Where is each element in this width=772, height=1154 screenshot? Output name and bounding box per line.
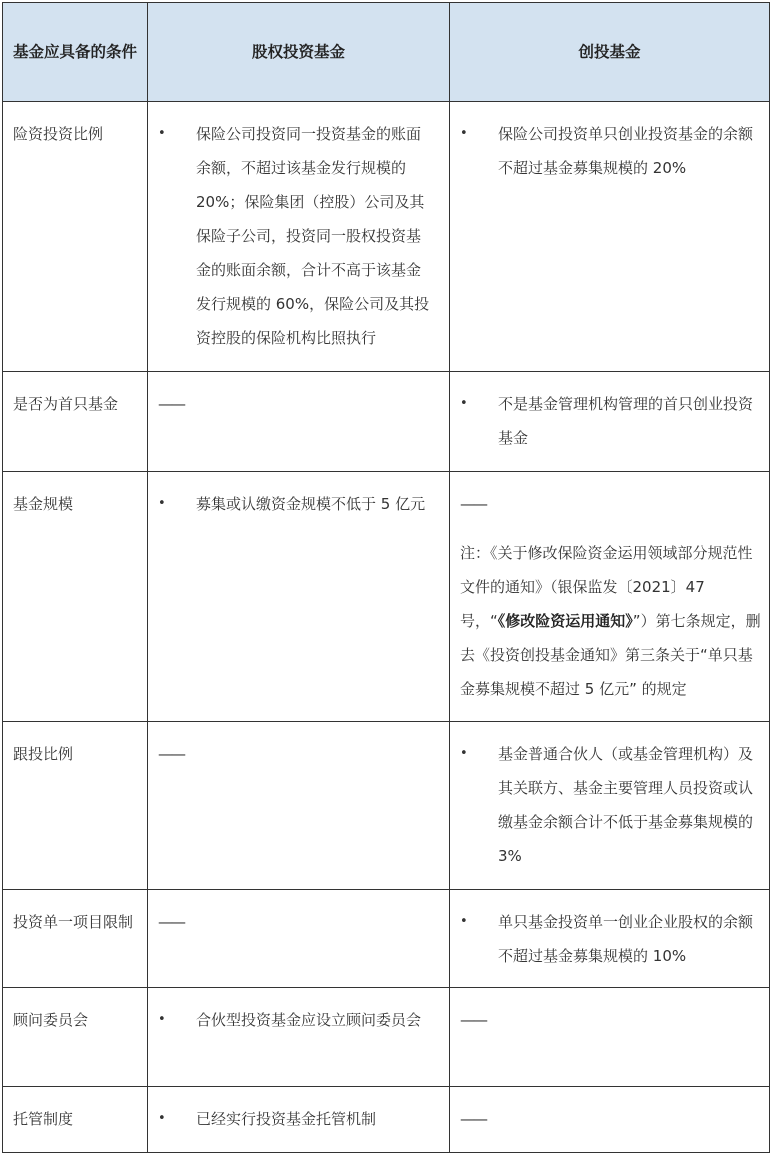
note-bold-term: 《修改险资运用通知》 (497, 612, 633, 630)
table-row (3, 372, 770, 472)
row-label: 基金规模 (3, 472, 148, 722)
vc-text: 基金普通合伙人（或基金管理机构）及其关联方、基金主要管理人员投资或认缴基金余额合计不低于基金募集规模的 3% (498, 745, 754, 865)
equity-cell (148, 988, 450, 1087)
empty-dash: —— (460, 1110, 486, 1128)
equity-cell (148, 102, 450, 372)
equity-cell (148, 372, 450, 472)
fund-conditions-table (2, 2, 770, 1153)
bullet-icon: • (158, 1111, 166, 1126)
vc-cell (450, 102, 770, 372)
bullet-icon: • (158, 126, 166, 141)
row-label: 是否为首只基金 (3, 372, 148, 472)
equity-text: 保险公司投资同一投资基金的账面余额，不超过该基金发行规模的20%；保险集团（控股）公司及其保险子公司，投资同一股权投资基金的账面余额，合计不高于该基金发行规模的 60%，保险公司及其投资控股的保险机构比照执行 (196, 125, 430, 347)
bullet-icon: • (460, 746, 468, 761)
table-row (3, 102, 770, 372)
equity-cell (148, 472, 450, 722)
header-equity-fund: 股权投资基金 (148, 3, 450, 102)
table-row (3, 472, 770, 722)
vc-cell (450, 988, 770, 1087)
table-row (3, 722, 770, 890)
bullet-icon: • (158, 1012, 166, 1027)
row-label: 险资投资比例 (3, 102, 148, 372)
bullet-icon: • (460, 126, 468, 141)
header-conditions: 基金应具备的条件 (3, 3, 148, 102)
table-row (3, 890, 770, 988)
vc-text: 单只基金投资单一创业企业股权的余额不超过基金募集规模的 10% (498, 913, 754, 965)
empty-dash: —— (158, 395, 184, 413)
note-text: 注：《关于修改保险资金运用领域部分规范性文件的通知》（银保监发〔2021〕47号，“《修改险资运用通知》”）第七条规定，删去《投资创投基金通知》第三条关于“单只基金募集规模不超过 5 亿元” 的规定 (460, 544, 761, 698)
empty-dash: —— (460, 495, 486, 513)
equity-cell (148, 722, 450, 890)
bullet-icon: • (158, 496, 166, 511)
header-row (3, 3, 770, 102)
equity-text: 已经实行投资基金托管机制 (196, 1110, 377, 1128)
empty-dash: —— (460, 1011, 486, 1029)
vc-text: 保险公司投资单只创业投资基金的余额不超过基金募集规模的 20% (498, 125, 754, 177)
vc-cell (450, 1087, 770, 1153)
bullet-icon: • (460, 396, 468, 411)
equity-cell (148, 1087, 450, 1153)
row-label: 顾问委员会 (3, 988, 148, 1087)
equity-text: 合伙型投资基金应设立顾问委员会 (196, 1011, 422, 1029)
empty-dash: —— (158, 913, 184, 931)
table-row (3, 1087, 770, 1153)
equity-text: 募集或认缴资金规模不低于 5 亿元 (196, 495, 426, 513)
empty-dash: —— (158, 745, 184, 763)
row-label: 投资单一项目限制 (3, 890, 148, 988)
table-row (3, 988, 770, 1087)
row-label: 托管制度 (3, 1087, 148, 1153)
equity-cell (148, 890, 450, 988)
header-vc-fund: 创投基金 (450, 3, 770, 102)
vc-text: 不是基金管理机构管理的首只创业投资基金 (498, 395, 754, 447)
bullet-icon: • (460, 914, 468, 929)
vc-cell (450, 472, 770, 722)
vc-cell (450, 722, 770, 890)
vc-cell (450, 372, 770, 472)
row-label: 跟投比例 (3, 722, 148, 890)
vc-cell (450, 890, 770, 988)
